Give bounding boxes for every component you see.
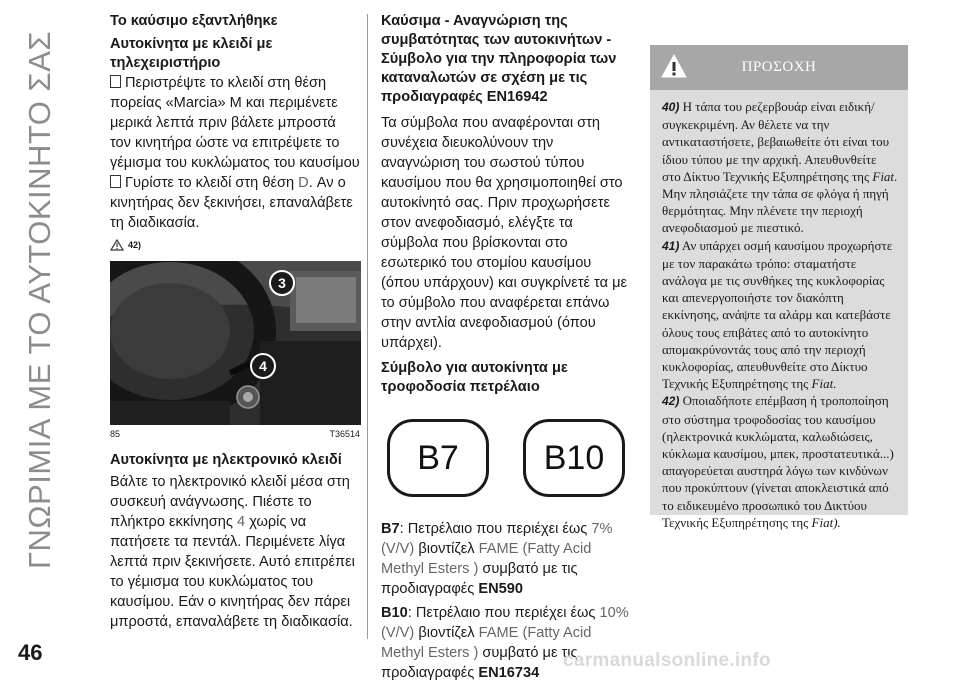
b7-label: B7 bbox=[381, 521, 400, 537]
caution-40 bbox=[662, 98, 898, 237]
note-40-number: 40) bbox=[662, 100, 680, 114]
dashboard-photo bbox=[110, 261, 361, 425]
b10-fame: FAME (Fatty Acid Methyl Esters ) bbox=[381, 625, 592, 661]
b7-spec: EN590 bbox=[478, 581, 524, 597]
b7-vv: (V/V) bbox=[381, 541, 415, 557]
electronic-key-text-b: χωρίς να πατήσετε τα πεντάλ. Περιμένετε λίγα λεπτά πριν ξεκινήσετε. Αυτό επιτρέπει το γέμισμα του κυκλώματος του καυσίμου. Εάν ο κινητήρας δεν πάρει μπροστά, επαναλάβετε τη διαδικασία. bbox=[110, 514, 355, 630]
note-40-fiat: Fiat bbox=[872, 168, 895, 184]
electronic-key-paragraph bbox=[110, 472, 360, 632]
side-title-text: ΓΝΩΡΙΜΙΑ ΜΕ ΤΟ ΑΥΤΟΚΙΝΗΤΟ ΣΑΣ bbox=[22, 30, 57, 570]
column-middle bbox=[381, 12, 631, 683]
warning-ref-number: 42) bbox=[128, 240, 142, 250]
heading-remote-key: Αυτοκίνητα με κλειδί με τηλεχειριστήριο bbox=[110, 36, 273, 71]
note-41-text: Αν υπάρχει οσμή καυσίμου προχωρήστε με τον παρακάτω τρόπο: σταματήστε ανάλογα με τις συνθήκες της κυκλοφορίας και απενεργοποιήστε τον διακόπτη εκκίνησης, ανάψτε τα αλάρμ και κατεβάστε όλους τους επιβάτες από το αυτοκίνητο απομακρύνοντάς τους από την περιοχή κυκλοφορίας, απευθυνθείτε στο Δίκτυο Τεχνικής Εξυπηρέτησης της bbox=[662, 237, 893, 392]
callout-4: 4 bbox=[250, 353, 276, 379]
note-42-fiat: Fiat). bbox=[811, 514, 841, 530]
b10-text-b: βιοντίζελ bbox=[418, 625, 475, 641]
callout-3: 3 bbox=[269, 270, 295, 296]
caution-41 bbox=[662, 237, 898, 393]
column-divider bbox=[367, 14, 368, 639]
heading-diesel-symbol: Σύμβολο για αυτοκίνητα με τροφοδοσία πετρέλαιο bbox=[381, 360, 568, 395]
electronic-key-text-a: Βάλτε το ηλεκτρονικό κλειδί μέσα στη συσκευή ανάγνωσης. Πιέστε το πλήκτρο εκκίνησης bbox=[110, 474, 350, 530]
step-2-text-a: Γυρίστε το κλειδί στη θέση bbox=[125, 175, 295, 191]
b10-spec: EN16734 bbox=[478, 665, 540, 681]
b7-fame: FAME (Fatty Acid Methyl Esters ) bbox=[381, 541, 592, 577]
checkbox-icon bbox=[110, 175, 121, 188]
b7-text-a: : Πετρέλαιο που περιέχει έως bbox=[399, 521, 588, 537]
b10-text-a: : Πετρέλαιο που περιέχει έως bbox=[407, 605, 596, 621]
note-42-text: Οποιαδήποτε επέμβαση ή τροποποίηση στο σύστημα τροφοδοσίας του καυσίμου (ηλεκτρονικά κυκλώματα, καλωδιώσεις, κύκλωμα καυσίμου, μπεκ, προστατευτικά...) απαγορεύεται αυστηρά λόγω των κινδύνων που προκύπτουν (γίνεται αποκλειστικά από το ειδικευμένο προσωπικό του Δικτύου Τεχνικής Εξυπηρέτησης της bbox=[662, 393, 894, 530]
b10-text-c: συμβατό με τις προδιαγραφές bbox=[381, 645, 578, 681]
note-40-text: Η τάπα του ρεζερβουάρ είναι ειδική/συγκεκριμένη. Αν θέλετε να την αντικαταστήσετε, βεβαιωθείτε ότι είναι του ίδιου τύπου με την αρχική. Απευθυνθείτε στο Δίκτυο Τεχνικής Εξυπηρέτησης της bbox=[662, 99, 890, 184]
key-position-d: D bbox=[298, 175, 309, 191]
b10-label: B10 bbox=[381, 605, 408, 621]
dashboard-illustration bbox=[110, 261, 361, 425]
column-left bbox=[110, 12, 360, 632]
note-40-text-b: . Μην πλησιάζετε την τάπα σε φλόγα ή πηγή θερμότητας. Μην πλένετε την περιοχή ανεφοδιασμού με πιεστικό. bbox=[662, 168, 898, 236]
note-41-fiat: Fiat. bbox=[811, 376, 837, 392]
b10-percent: 10% bbox=[599, 605, 629, 621]
heading-fuel-ran-out: Το καύσιμο εξαντλήθηκε bbox=[110, 13, 278, 29]
b10-vv: (V/V) bbox=[381, 625, 415, 641]
caution-title: ΠΡΟΣΟΧΗ bbox=[741, 59, 817, 75]
caution-body bbox=[650, 90, 908, 531]
note-42-number: 42) bbox=[662, 394, 680, 409]
caution-header bbox=[650, 45, 908, 90]
caution-panel bbox=[650, 45, 908, 530]
fuel-symbols-paragraph: Τα σύμβολα που αναφέρονται στη συνέχεια διευκολύνουν την αναγνώριση του σωστού τύπου καυσίμου που θα χρησιμοποιηθεί στο αυτοκίνητό σας. Πριν προχωρήσετε στον ανεφοδιασμό, ελέγξτε τα σύμβολα που βρίσκονται στο εσωτερικό του στομίου καυσίμου (όπου υπάρχουν) και συγκρίνετέ τα με το σύμβολο που αναφέρεται επάνω στην αντλία ανεφοδιασμού (όπου υπάρχει). bbox=[381, 115, 628, 351]
step-1 bbox=[110, 73, 360, 173]
watermark: carmanualsonline.info bbox=[563, 650, 771, 671]
b7-description bbox=[381, 519, 631, 599]
figure-code: T36514 bbox=[329, 429, 360, 439]
fuel-symbols bbox=[387, 419, 625, 497]
b7-text-c: συμβατό με τις προδιαγραφές bbox=[381, 561, 578, 597]
checkbox-icon bbox=[110, 75, 121, 88]
step-2-text-b: . Αν ο κινητήρας δεν ξεκινήσει, επαναλάβετε τη διαδικασία. bbox=[110, 175, 353, 231]
figure-number: 85 bbox=[110, 429, 121, 439]
fuel-symbol-b7: B7 bbox=[387, 419, 489, 497]
note-41-number: 41) bbox=[662, 238, 680, 253]
fuel-symbol-b10: B10 bbox=[523, 419, 625, 497]
warning-reference bbox=[110, 239, 360, 251]
heading-electronic-key: Αυτοκίνητα με ηλεκτρονικό κλειδί bbox=[110, 452, 342, 468]
side-section-title bbox=[0, 0, 80, 590]
step-2 bbox=[110, 173, 360, 233]
photo-caption bbox=[110, 429, 360, 439]
heading-fuel-compatibility: Καύσιμα - Αναγνώριση της συμβατότητας των αυτοκινήτων - Σύμβολο για την πληροφορία των καταναλωτών σε σχέση με τις προδιαγραφές EN16942 bbox=[381, 13, 617, 105]
start-button-ref: 4 bbox=[237, 514, 246, 530]
step-1-text: Περιστρέψτε το κλειδί στη θέση πορείας «Marcia» M και περιμένετε μερικά λεπτά πριν βάλετε μπροστά τον κινητήρα ώστε να επιτρέψετε το γέμισμα του κυκλώματος του καυσίμου bbox=[110, 75, 360, 171]
b7-text-b: βιοντίζελ bbox=[418, 541, 475, 557]
page-number: 46 bbox=[18, 640, 43, 665]
warning-triangle-icon bbox=[110, 239, 124, 251]
b7-percent: 7% bbox=[591, 521, 613, 537]
caution-42 bbox=[662, 392, 898, 531]
